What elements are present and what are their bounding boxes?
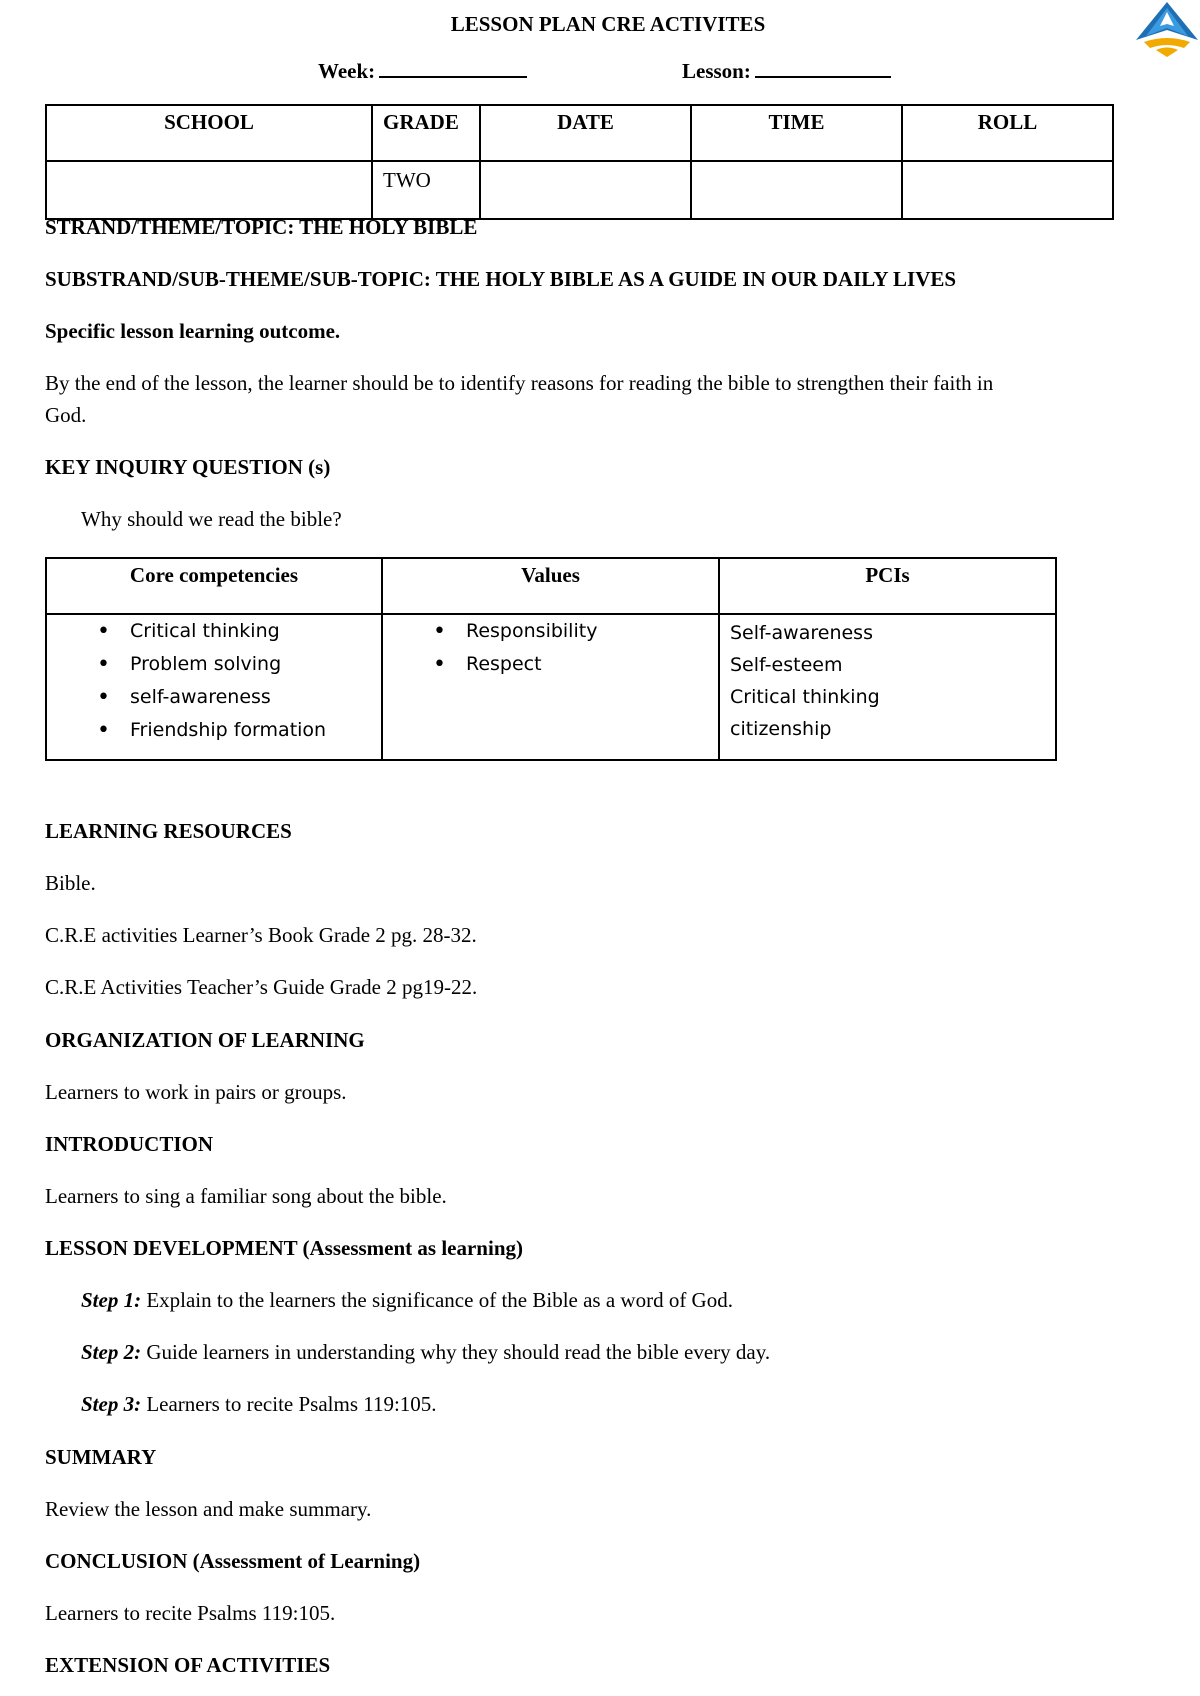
- conclusion-heading: CONCLUSION (Assessment of Learning): [45, 1549, 421, 1573]
- resource-item: Bible.: [45, 871, 96, 895]
- introduction-heading: INTRODUCTION: [45, 1132, 214, 1156]
- week-blank[interactable]: [379, 58, 527, 78]
- core-item: • self-awareness: [47, 681, 381, 714]
- header-grade: GRADE: [372, 105, 480, 161]
- value-item: • Responsibility: [383, 615, 718, 648]
- competency-content-row: [46, 614, 1056, 760]
- logo-icon: [1132, 0, 1200, 58]
- grade-cell[interactable]: TWO: [372, 161, 480, 219]
- step-3-text: Learners to recite Psalms 119:105.: [141, 1392, 437, 1416]
- info-value-row: [46, 161, 1113, 219]
- header-pcis: PCIs: [719, 558, 1056, 614]
- header-roll: ROLL: [902, 105, 1113, 161]
- core-competencies-cell: [46, 614, 382, 760]
- school-cell[interactable]: [46, 161, 372, 219]
- pci-item: Critical thinking: [730, 686, 880, 708]
- outcome-text-line2: God.: [45, 403, 87, 427]
- conclusion-text: Learners to recite Psalms 119:105.: [45, 1601, 336, 1625]
- header-values: Values: [382, 558, 719, 614]
- step-2-label: Step 2:: [81, 1340, 142, 1364]
- lesson-label: Lesson:: [682, 59, 751, 83]
- core-item: • Friendship formation: [47, 714, 381, 747]
- step-1-label: Step 1:: [81, 1288, 142, 1312]
- core-item: • Problem solving: [47, 648, 381, 681]
- step-1: [81, 1288, 733, 1313]
- info-table: [45, 104, 1114, 220]
- step-2: [81, 1340, 770, 1365]
- header-core-competencies: Core competencies: [46, 558, 382, 614]
- summary-text: Review the lesson and make summary.: [45, 1497, 372, 1521]
- info-header-row: [46, 105, 1113, 161]
- extension-heading: EXTENSION OF ACTIVITIES: [45, 1653, 331, 1677]
- week-label: Week:: [318, 59, 376, 83]
- lesson-field: [682, 58, 891, 84]
- pcis-cell: [719, 614, 1056, 760]
- value-item: • Respect: [383, 648, 718, 681]
- organization-heading: ORGANIZATION OF LEARNING: [45, 1028, 365, 1052]
- core-item: • Critical thinking: [47, 615, 381, 648]
- page-title: LESSON PLAN CRE ACTIVITES: [450, 12, 766, 36]
- pci-item: Self-esteem: [730, 654, 843, 676]
- organization-text: Learners to work in pairs or groups.: [45, 1080, 347, 1104]
- pci-item: citizenship: [730, 718, 832, 740]
- header-time: TIME: [691, 105, 902, 161]
- header-school: SCHOOL: [46, 105, 372, 161]
- time-cell[interactable]: [691, 161, 902, 219]
- introduction-text: Learners to sing a familiar song about the bible.: [45, 1184, 447, 1208]
- week-field: [318, 58, 527, 84]
- competency-table: [45, 557, 1057, 761]
- pci-item: Self-awareness: [730, 622, 873, 644]
- outcome-text-line1: By the end of the lesson, the learner should be to identify reasons for reading the bible to strengthen their faith in: [45, 371, 994, 395]
- resource-item: C.R.E activities Learner’s Book Grade 2 pg. 28-32.: [45, 923, 477, 947]
- competency-header-row: [46, 558, 1056, 614]
- step-3-label: Step 3:: [81, 1392, 142, 1416]
- summary-heading: SUMMARY: [45, 1445, 157, 1469]
- roll-cell[interactable]: [902, 161, 1113, 219]
- development-heading: LESSON DEVELOPMENT (Assessment as learning): [45, 1236, 523, 1260]
- step-1-text: Explain to the learners the significance of the Bible as a word of God.: [141, 1288, 733, 1312]
- lesson-blank[interactable]: [755, 58, 891, 78]
- resource-item: C.R.E Activities Teacher’s Guide Grade 2 pg19-22.: [45, 975, 478, 999]
- header-date: DATE: [480, 105, 691, 161]
- outcome-heading: Specific lesson learning outcome.: [45, 319, 341, 343]
- step-2-text: Guide learners in understanding why they should read the bible every day.: [141, 1340, 771, 1364]
- values-cell: [382, 614, 719, 760]
- inquiry-heading: KEY INQUIRY QUESTION (s): [45, 455, 331, 479]
- date-cell[interactable]: [480, 161, 691, 219]
- strand-heading: STRAND/THEME/TOPIC: THE HOLY BIBLE: [45, 215, 478, 239]
- step-3: [81, 1392, 437, 1417]
- substrand-heading: SUBSTRAND/SUB-THEME/SUB-TOPIC: THE HOLY BIBLE AS A GUIDE IN OUR DAILY LIVES: [45, 267, 957, 291]
- resources-heading: LEARNING RESOURCES: [45, 819, 292, 843]
- inquiry-question: Why should we read the bible?: [81, 507, 342, 531]
